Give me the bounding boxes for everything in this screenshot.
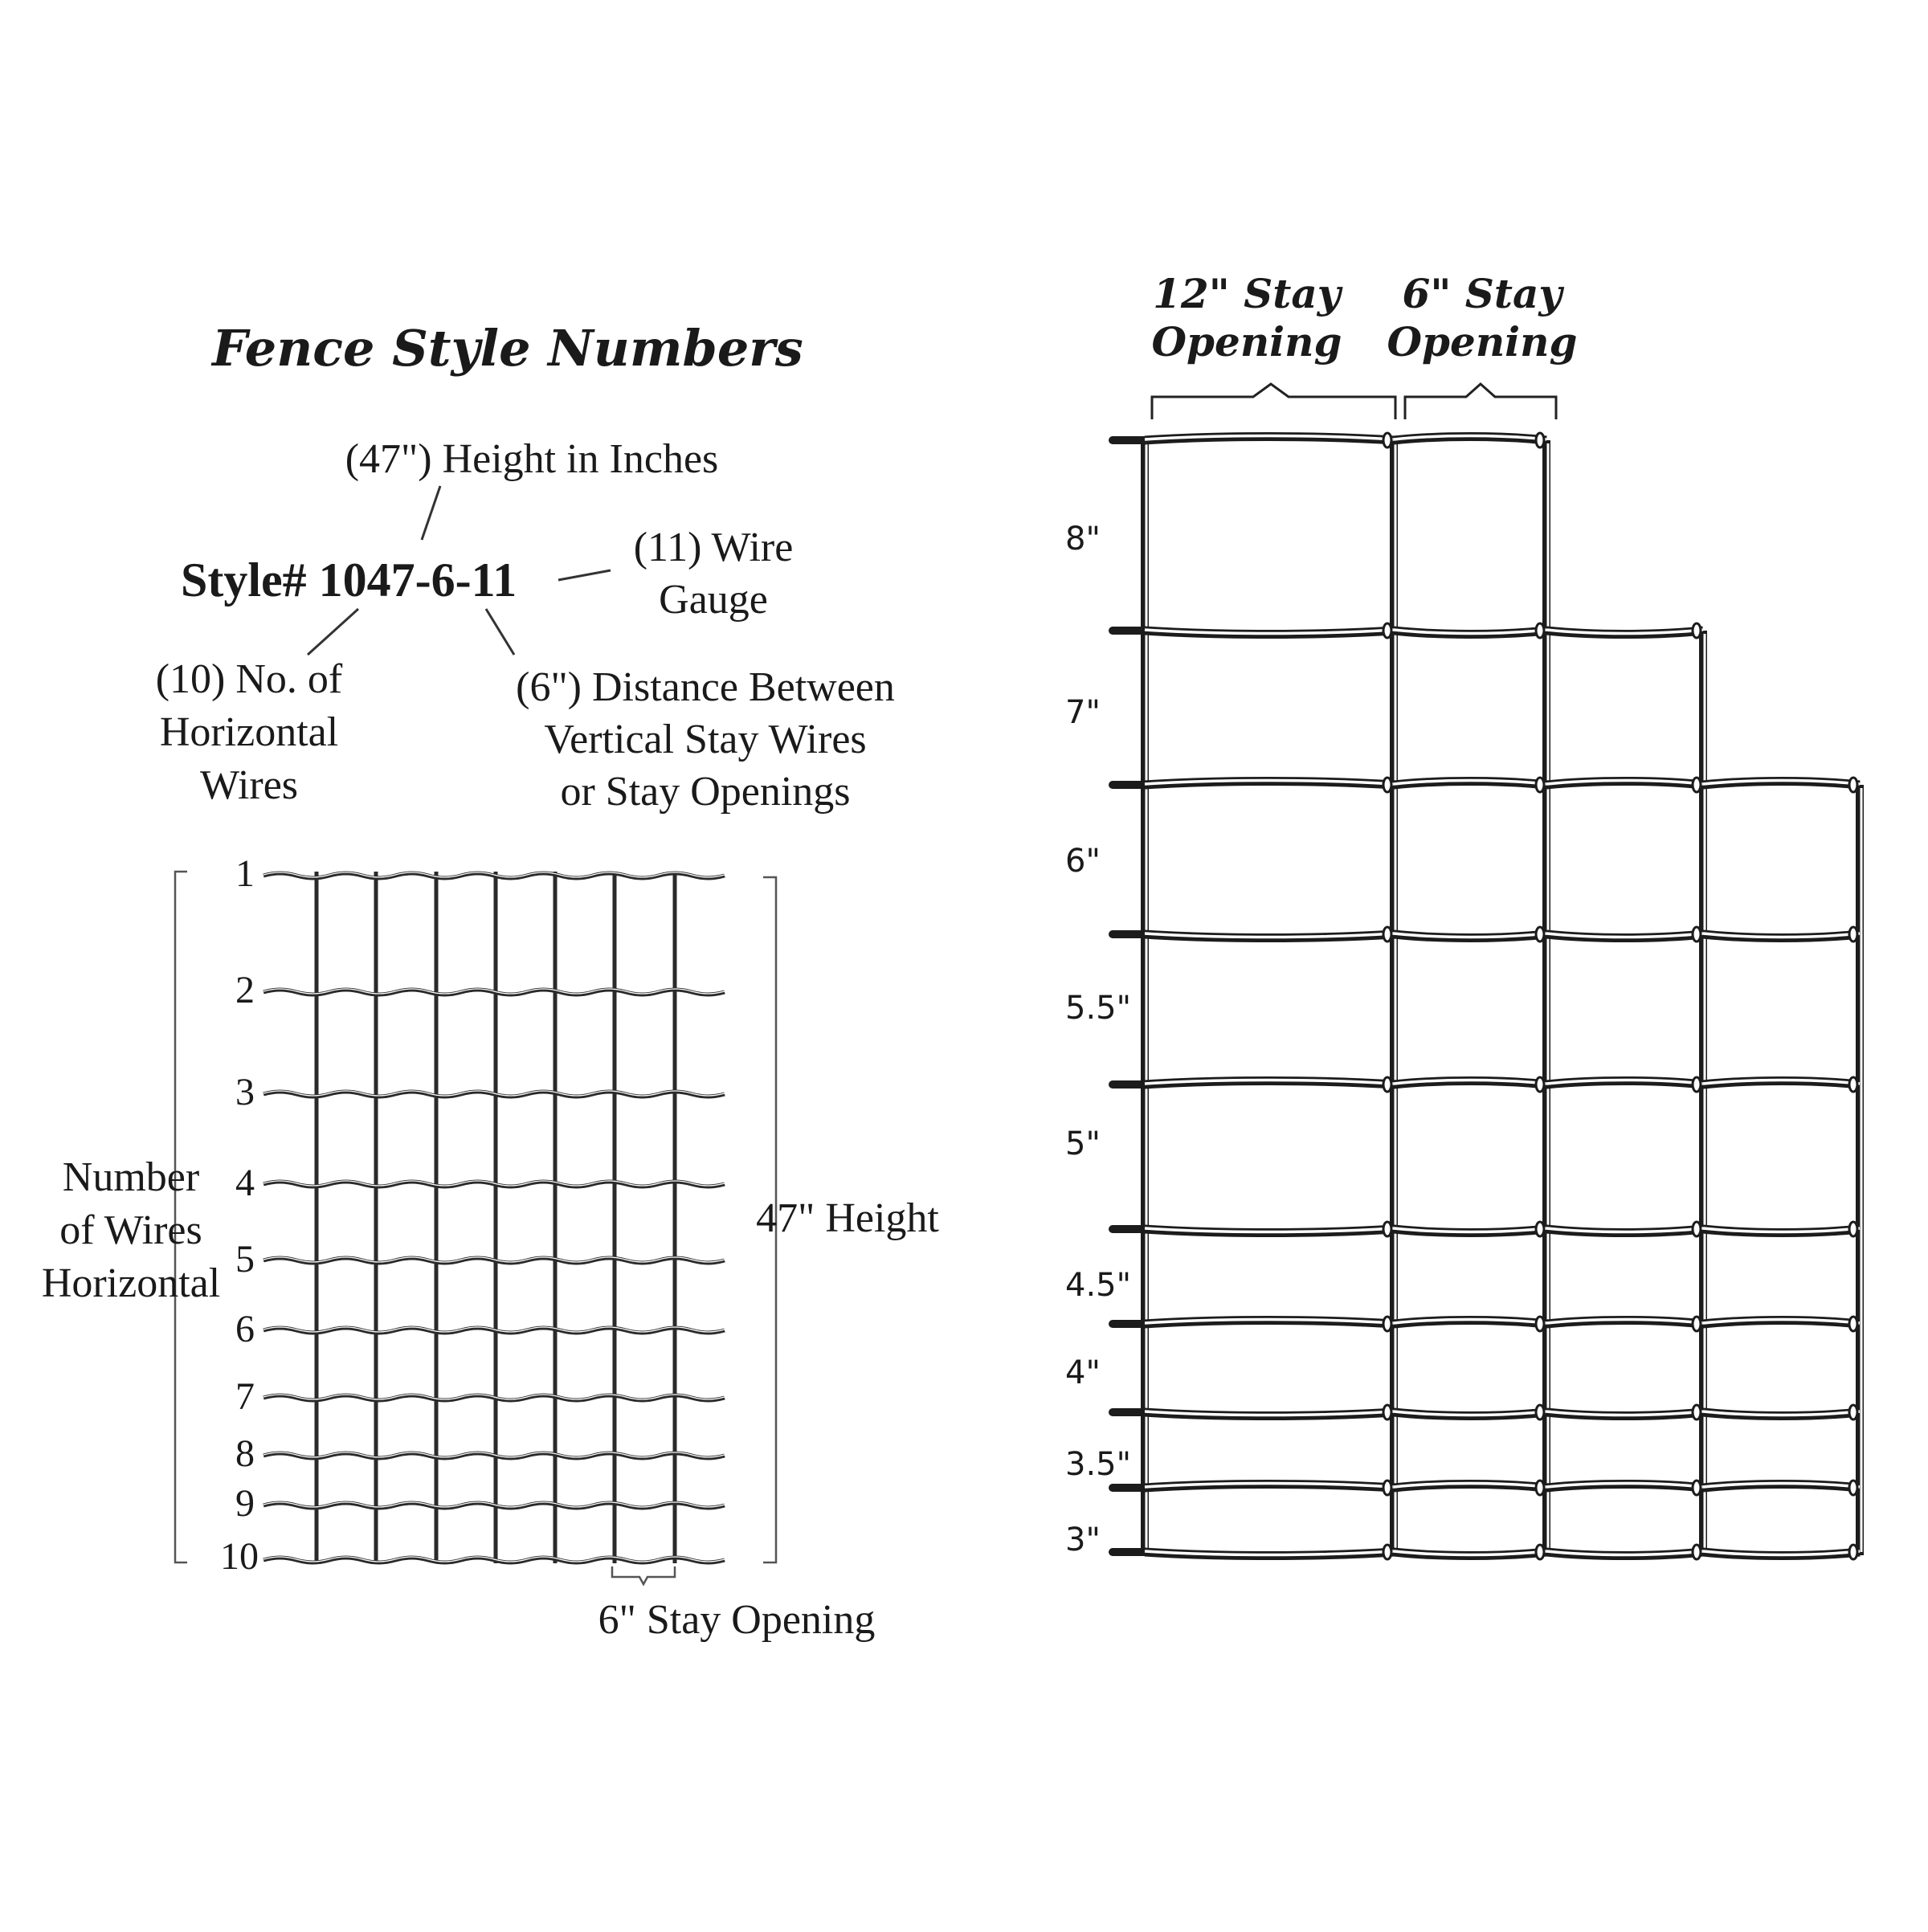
wire-number-8: 8 — [235, 1432, 255, 1475]
spacing-label-6: 4.5" — [1065, 1267, 1132, 1304]
height-label: 47" Height — [756, 1195, 939, 1241]
right-knot-3-4 — [1849, 778, 1857, 792]
header-6-stay-line2: Opening — [1387, 318, 1578, 366]
wire-number-1: 1 — [235, 852, 255, 895]
label-distance-line1: (6") Distance Between — [516, 664, 895, 710]
header-12-stay-line1: 12" Stay — [1153, 270, 1341, 317]
header-12-stay-line2: Opening — [1151, 318, 1342, 366]
left-fence-grid — [263, 872, 725, 1563]
header-6-stay-line1: 6" Stay — [1402, 270, 1562, 317]
right-knot-7-1 — [1383, 1317, 1391, 1331]
right-knot-10-1 — [1383, 1545, 1391, 1559]
page-title: Fence Style Numbers — [212, 319, 803, 378]
label-horizontal-line1: (10) No. of — [155, 656, 343, 702]
right-fence-grid — [1113, 433, 1861, 1559]
leader-horizontal — [308, 609, 358, 655]
spacing-label-4: 5.5" — [1065, 990, 1132, 1027]
right-knot-6-3 — [1693, 1222, 1701, 1236]
right-knot-10-2 — [1536, 1545, 1544, 1559]
label-height-in-inches: (47") Height in Inches — [345, 436, 719, 482]
right-knot-3-1 — [1383, 778, 1391, 792]
right-knot-5-2 — [1536, 1077, 1544, 1092]
side-label-line3: Horizontal — [41, 1260, 221, 1306]
right-knot-2-1 — [1383, 623, 1391, 638]
spacing-label-8: 3.5" — [1065, 1446, 1132, 1483]
right-knot-10-3 — [1693, 1545, 1701, 1559]
label-distance-line2: Vertical Stay Wires — [544, 717, 867, 762]
spacing-labels — [1065, 521, 1131, 1558]
label-horizontal-line3: Wires — [199, 762, 299, 808]
right-knot-1-2 — [1536, 433, 1544, 447]
spacing-label-1: 8" — [1065, 521, 1101, 558]
right-knot-8-3 — [1693, 1405, 1701, 1419]
leader-gauge — [558, 570, 611, 580]
style-code: Style# 1047-6-11 — [181, 553, 517, 607]
label-wire-gauge-line1: (11) Wire — [633, 525, 794, 570]
right-knot-4-3 — [1693, 927, 1701, 941]
stay-opening-label: 6" Stay Opening — [598, 1597, 876, 1643]
right-knot-5-4 — [1849, 1077, 1857, 1092]
right-knot-4-1 — [1383, 927, 1391, 941]
leader-height — [422, 486, 440, 540]
stay-opening-bracket — [612, 1566, 675, 1584]
right-knot-9-4 — [1849, 1481, 1857, 1495]
right-knot-6-4 — [1849, 1222, 1857, 1236]
right-knot-9-1 — [1383, 1481, 1391, 1495]
right-knot-5-1 — [1383, 1077, 1391, 1092]
bracket-6-stay — [1405, 384, 1556, 419]
spacing-label-9: 3" — [1065, 1522, 1101, 1558]
right-knot-4-2 — [1536, 927, 1544, 941]
right-knot-8-1 — [1383, 1405, 1391, 1419]
right-knot-3-2 — [1536, 778, 1544, 792]
right-knot-3-3 — [1693, 778, 1701, 792]
spacing-label-3: 6" — [1065, 843, 1101, 880]
spacing-label-7: 4" — [1065, 1354, 1101, 1391]
wire-number-labels — [220, 852, 259, 1578]
right-knot-7-2 — [1536, 1317, 1544, 1331]
wire-number-7: 7 — [235, 1375, 255, 1418]
wire-number-4: 4 — [235, 1162, 255, 1204]
spacing-label-5: 5" — [1065, 1125, 1101, 1162]
spacing-label-2: 7" — [1065, 694, 1101, 731]
right-knot-10-4 — [1849, 1545, 1857, 1559]
wire-number-5: 5 — [235, 1238, 255, 1281]
wire-number-2: 2 — [235, 969, 255, 1011]
wire-number-9: 9 — [235, 1482, 255, 1525]
right-knot-8-4 — [1849, 1405, 1857, 1419]
label-horizontal-line2: Horizontal — [159, 709, 339, 755]
right-knot-7-4 — [1849, 1317, 1857, 1331]
right-knot-7-3 — [1693, 1317, 1701, 1331]
right-knot-8-2 — [1536, 1405, 1544, 1419]
wire-number-10: 10 — [220, 1535, 259, 1578]
right-knot-2-3 — [1693, 623, 1701, 638]
right-knot-9-2 — [1536, 1481, 1544, 1495]
label-distance-line3: or Stay Openings — [560, 769, 851, 815]
side-label-line2: of Wires — [59, 1207, 202, 1253]
bracket-12-stay — [1152, 384, 1395, 419]
wire-number-6: 6 — [235, 1308, 255, 1350]
right-knot-5-3 — [1693, 1077, 1701, 1092]
right-knot-4-4 — [1849, 927, 1857, 941]
leader-distance — [486, 609, 514, 655]
side-label-line1: Number — [62, 1154, 200, 1200]
label-wire-gauge-line2: Gauge — [659, 577, 768, 623]
right-knot-6-1 — [1383, 1222, 1391, 1236]
right-knot-9-3 — [1693, 1481, 1701, 1495]
right-knot-6-2 — [1536, 1222, 1544, 1236]
right-knot-1-1 — [1383, 433, 1391, 447]
right-knot-2-2 — [1536, 623, 1544, 638]
wire-number-3: 3 — [235, 1071, 255, 1113]
